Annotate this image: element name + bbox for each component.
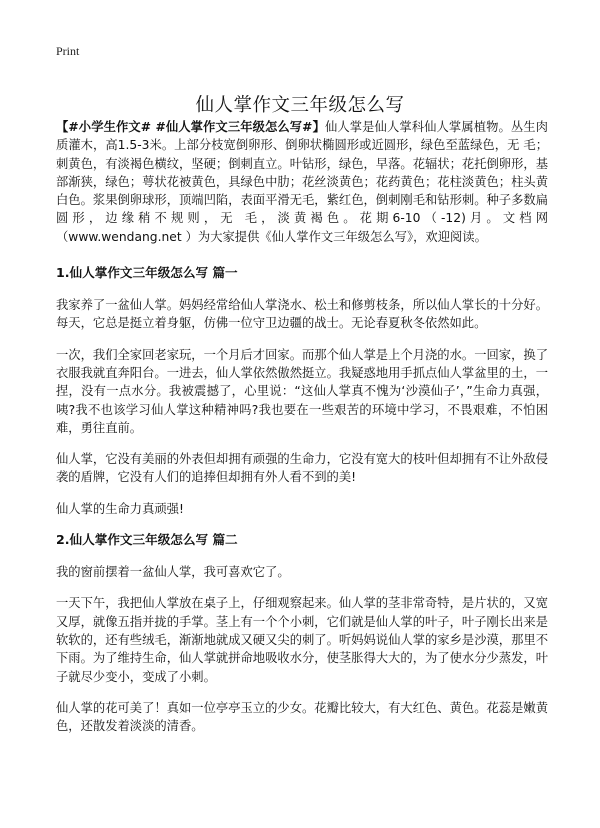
article-body — [56, 118, 548, 748]
intro-tags[interactable]: 【#小学生作文# #仙人掌作文三年级怎么写#】 — [56, 120, 325, 134]
paragraph: 我的窗前摆着一盆仙人掌，我可喜欢它了。 — [56, 565, 290, 580]
paragraph: 仙人掌的生命力真顽强! — [56, 501, 184, 516]
paragraph: 仙人掌，它没有美丽的外表但却拥有顽强的生命力，它没有宽大的枝叶但却拥有不让外敌侵袭的盾牌，它没有人们的追捧但却拥有外人看不到的美! — [56, 452, 548, 485]
intro-text: 仙人掌是仙人掌科仙人掌属植物。丛生肉质灌木，高1.5-3米。上部分枝宽倒卵形、倒卵状椭圆形或近圆形，绿色至蓝绿色，无 毛；刺黄色，有淡褐色横纹，坚硬；倒刺直立。叶钻形，绿色，早落。花辐状；花托倒卵形，基部渐狭，绿色；萼状花被黄色，具绿色中肋；花丝淡黄色；花药黄色；花柱淡黄色；柱头黄白色。浆果倒卵球形，顶端凹陷，表面平滑无毛，紫红色，倒刺刚毛和钻形刺。种子多数扁圆形，边缘稍不规则，无 毛，淡黄褐色。花期6-10（-12)月。文档网（www.wendang.net ）为大家提供《仙人掌作文三年级怎么写》，欢迎阅读。 — [56, 120, 548, 244]
intro-paragraph — [56, 118, 548, 246]
page-title: 仙人掌作文三年级怎么写 — [195, 95, 405, 117]
paragraph: 一天下午，我把仙人掌放在桌子上，仔细观察起来。仙人掌的茎非常奇特，是片状的，又宽又厚，就像五指并拢的手掌。茎上有一个个小刺，它们就是仙人掌的叶子，叶子刚长出来是软软的，还有些绒毛，渐渐地就成又硬又尖的刺了。听妈妈说仙人掌的家乡是沙漠，那里不下雨。为了维持生命，仙人掌就拼命地吸收水分，使茎胀得大大的，为了使水分少蒸发，叶子就尽少变小，变成了小刺。 — [56, 596, 548, 684]
paragraph: 仙人掌的花可美了！真如一位亭亭玉立的少女。花瓣比较大，有大红色、黄色。花蕊是嫩黄色，还散发着淡淡的清香。 — [56, 700, 548, 734]
section-heading: 1.仙人掌作文三年级怎么写 篇一 — [56, 265, 238, 281]
paragraph: 我家养了一盆仙人掌。妈妈经常给仙人掌浇水、松土和修剪枝条，所以仙人掌长的十分好。每天，它总是挺立着身躯，仿佛一位守卫边疆的战士。无论春夏秋冬依然如此。 — [56, 298, 548, 331]
section-heading: 2.仙人掌作文三年级怎么写 篇二 — [56, 532, 238, 548]
print-link[interactable]: Print — [56, 44, 80, 58]
paragraph: 一次，我们全家回老家玩，一个月后才回家。而那个仙人掌是上个月浇的水。一回家，换了衣服我就直奔阳台。一进去，仙人掌依然傲然挺立。我疑惑地用手抓点仙人掌盆里的土，一捏，没有一点水分。我被震撼了，心里说：“这仙人掌真不愧为‘沙漠仙子’，”生命力真强，咦?我不也该学习仙人掌这种精神吗?我也要在一些艰苦的环境中学习，不畏艰难，不怕困难，勇往直前。 — [56, 347, 548, 435]
